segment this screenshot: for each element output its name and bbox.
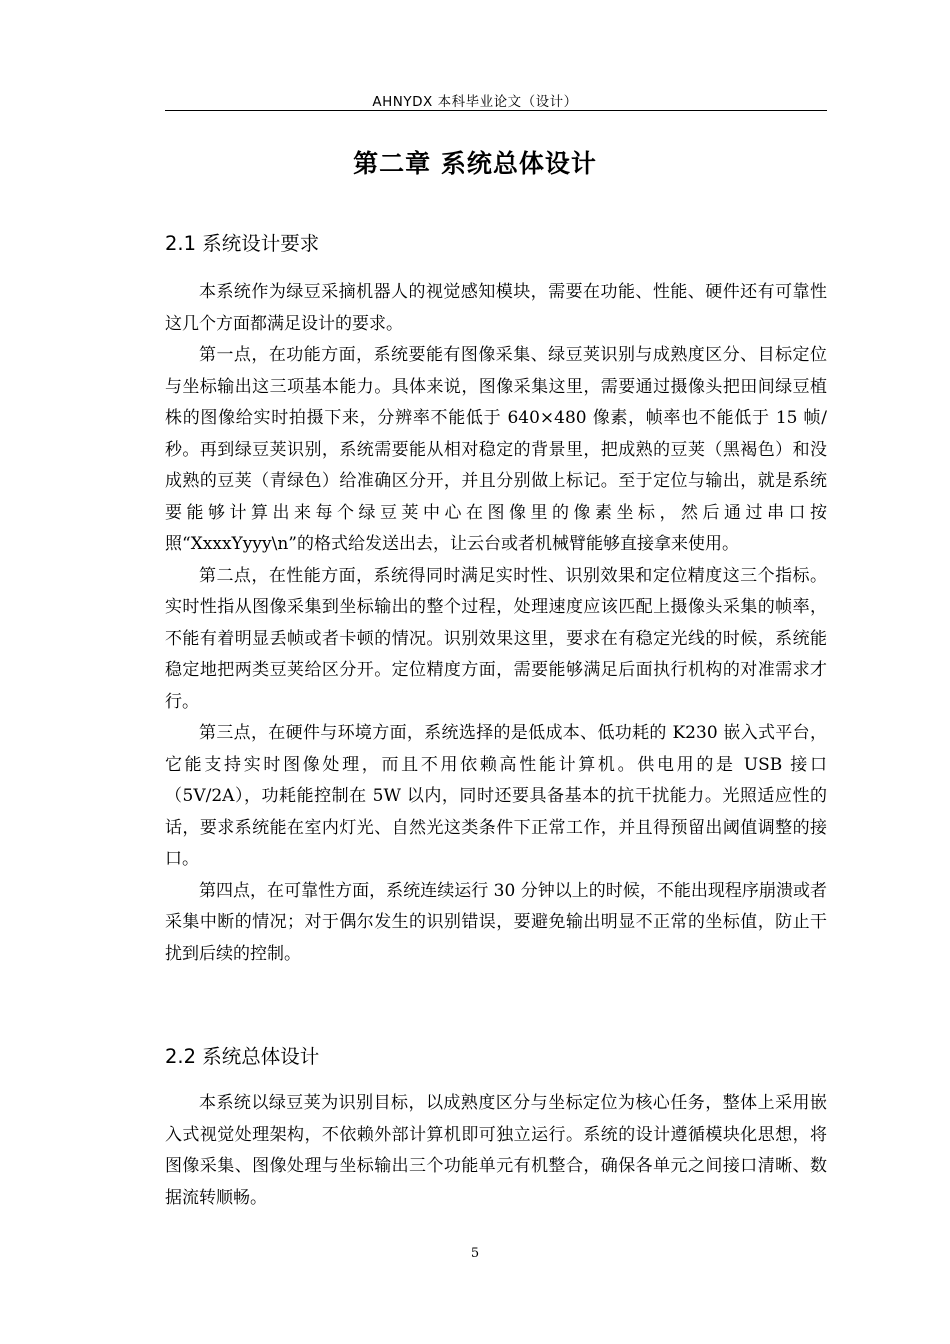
header-divider: [165, 110, 827, 111]
chapter-title: 第二章 系统总体设计: [353, 149, 597, 178]
page-number: 5: [470, 1246, 480, 1261]
section-body-2-2: [165, 1088, 827, 1214]
section-heading-2-2: 2.2 系统总体设计: [165, 1045, 320, 1068]
section-heading-2-1: 2.1 系统设计要求: [165, 232, 320, 255]
paragraph: 本系统以绿豆荚为识别目标，以成熟度区分与坐标定位为核心任务，整体上采用嵌入式视觉处理架构，不依赖外部计算机即可独立运行。系统的设计遵循模块化思想，将图像采集、图像处理与坐标输出三个功能单元有机整合，确保各单元之间接口清晰、数据流转顺畅。: [165, 1093, 827, 1208]
paragraph: 第三点，在硬件与环境方面，系统选择的是低成本、低功耗的 K230 嵌入式平台，它能支持实时图像处理，而且不用依赖高性能计算机。供电用的是 USB 接口（5V/2A），功耗能控制在 5W 以内，同时还要具备基本的抗干扰能力。光照适应性的话，要求系统能在室内灯光、自然光这类条件下正常工作，并且得预留出阈值调整的接口。: [165, 723, 827, 869]
running-header: AHNYDX 本科毕业论文（设计）: [372, 94, 578, 110]
paragraph: 第二点，在性能方面，系统得同时满足实时性、识别效果和定位精度这三个指标。实时性指从图像采集到坐标输出的整个过程，处理速度应该匹配上摄像头采集的帧率，不能有着明显丢帧或者卡顿的情况。识别效果这里，要求在有稳定光线的时候，系统能稳定地把两类豆荚给区分开。定位精度方面，需要能够满足后面执行机构的对准需求才行。: [165, 565, 827, 712]
section-body-2-1: [165, 277, 827, 970]
paragraph: 本系统作为绿豆采摘机器人的视觉感知模块，需要在功能、性能、硬件还有可靠性这几个方面都满足设计的要求。: [165, 282, 827, 334]
paragraph: 第四点，在可靠性方面，系统连续运行 30 分钟以上的时候，不能出现程序崩溃或者采集中断的情况；对于偶尔发生的识别错误，要避免输出明显不正常的坐标值，防止干扰到后续的控制。: [165, 880, 827, 964]
paragraph: 第一点，在功能方面，系统要能有图像采集、绿豆荚识别与成熟度区分、目标定位与坐标输出这三项基本能力。具体来说，图像采集这里，需要通过摄像头把田间绿豆植株的图像给实时拍摄下来，分辨率不能低于 640×480 像素，帧率也不能低于 15 帧/秒。再到绿豆荚识别，系统需要能从相对稳定的背景里，把成熟的豆荚（黑褐色）和没成熟的豆荚（青绿色）给准确区分开，并且分别做上标记。至于定位与输出，就是系统要能够计算出来每个绿豆荚中心在图像里的像素坐标，然后通过串口按照“XxxxYyyy\n”的格式给发送出去，让云台或者机械臂能够直接拿来使用。: [165, 345, 827, 554]
